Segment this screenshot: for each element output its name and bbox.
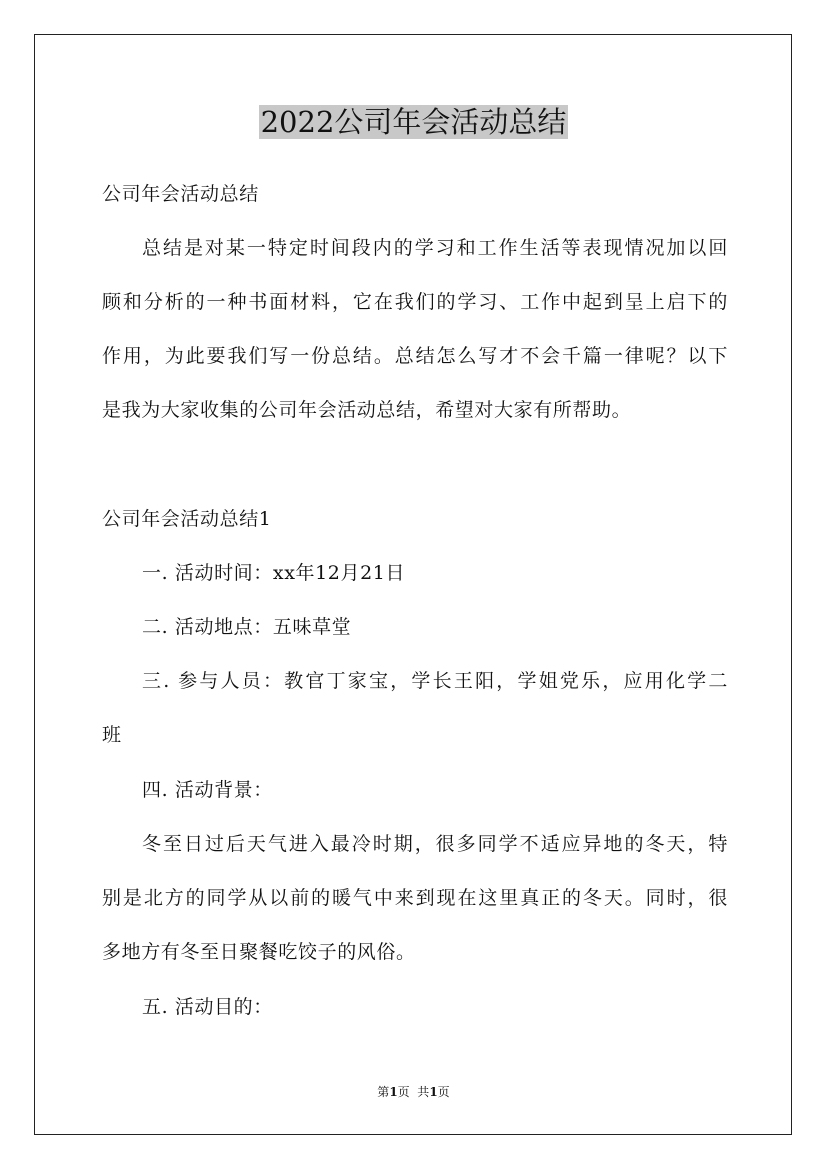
item-purpose-heading: 五. 活动目的： (142, 996, 273, 1018)
subtitle: 公司年会活动总结 (102, 183, 259, 205)
footer-page-number: 1 (389, 1085, 398, 1099)
item-participants-line-1: 三. 参与人员：教官丁家宝，学长王阳，学姐党乐，应用化学二 (142, 670, 728, 692)
intro-line-1: 总结是对某一特定时间段内的学习和工作生活等表现情况加以回 (142, 237, 728, 259)
item-place: 二. 活动地点：五味草堂 (142, 616, 352, 638)
item-time: 一. 活动时间：xx年12月21日 (142, 562, 406, 584)
intro-line-3: 作用，为此要我们写一份总结。总结怎么写才不会千篇一律呢？以下 (102, 345, 728, 367)
background-line-3: 多地方有冬至日聚餐吃饺子的风俗。 (102, 941, 416, 963)
footer-mid: 页 共 (397, 1085, 430, 1099)
section-heading: 公司年会活动总结1 (102, 508, 272, 530)
intro-line-2: 顾和分析的一种书面材料，它在我们的学习、工作中起到呈上启下的 (102, 291, 728, 313)
intro-line-4: 是我为大家收集的公司年会活动总结，希望对大家有所帮助。 (102, 399, 632, 421)
footer-prefix: 第 (377, 1085, 390, 1099)
background-line-2: 别是北方的同学从以前的暖气中来到现在这里真正的冬天。同时，很 (102, 887, 728, 909)
footer-total-pages: 1 (429, 1085, 438, 1099)
item-background-heading: 四. 活动背景： (142, 779, 273, 801)
item-participants-line-2: 班 (102, 724, 122, 746)
footer-suffix: 页 (437, 1085, 450, 1099)
background-line-1: 冬至日过后天气进入最冷时期，很多同学不适应异地的冬天，特 (142, 833, 728, 855)
document-title: 2022公司年会活动总结 (260, 105, 567, 139)
page-footer (0, 1084, 827, 1100)
